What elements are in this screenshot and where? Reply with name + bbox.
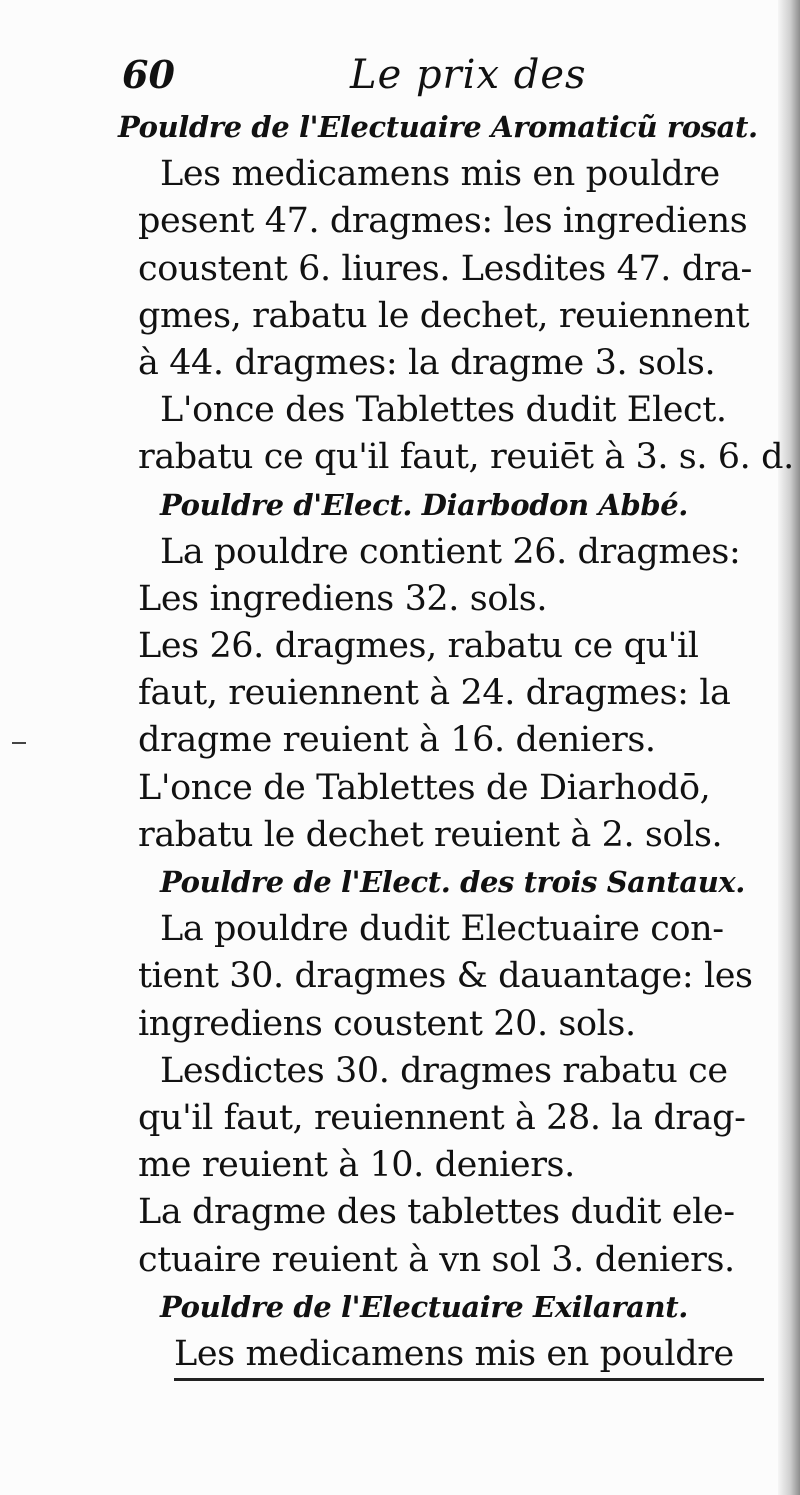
text-line: gmes, rabatu le dechet, reuiennent — [138, 295, 750, 336]
page-number: 60 — [122, 52, 175, 97]
text-line: dragme reuient à 16. deniers. — [138, 720, 656, 761]
text-line: Les medicamens mis en pouldre — [160, 154, 720, 195]
text-line: à 44. dragmes: la dragme 3. sols. — [138, 342, 716, 383]
section-heading: Pouldre de l'Elect. des trois Santaux. — [160, 865, 745, 899]
section-heading: Pouldre de l'Electuaire Aromaticũ rosat. — [118, 110, 758, 144]
text-line: Lesdictes 30. dragmes rabatu ce — [160, 1050, 728, 1091]
text-line: La dragme des tablettes dudit ele- — [138, 1192, 735, 1233]
text-line: Les ingrediens 32. sols. — [138, 578, 548, 619]
text-line: L'once de Tablettes de Diarhodō, — [138, 767, 711, 808]
text-line: qu'il faut, reuiennent à 28. la drag- — [138, 1097, 746, 1138]
text-line: Les 26. dragmes, rabatu ce qu'il — [138, 626, 699, 667]
text-line: pesent 47. dragmes: les ingrediens — [138, 201, 748, 242]
text-line: ingrediens coustent 20. sols. — [138, 1003, 636, 1044]
text-line: La pouldre dudit Electuaire con- — [160, 909, 724, 950]
text-line: Les medicamens mis en pouldre — [174, 1331, 764, 1381]
margin-mark — [12, 742, 26, 744]
page-binding-edge — [778, 0, 800, 1495]
text-line: La pouldre contient 26. dragmes: — [160, 531, 741, 572]
section-heading: Pouldre de l'Electuaire Exilarant. — [160, 1289, 688, 1324]
section-heading: Pouldre d'Elect. Diarbodon Abbé. — [160, 487, 689, 522]
text-line: me reuient à 10. deniers. — [138, 1145, 575, 1186]
text-block — [118, 52, 794, 1381]
text-line: rabatu ce qu'il faut, reuiēt à 3. s. 6. d. — [138, 437, 794, 478]
page-header — [118, 52, 770, 104]
text-line: tient 30. dragmes & dauantage: les — [138, 956, 753, 997]
text-line: faut, reuiennent à 24. dragmes: la — [138, 673, 731, 714]
running-head: Le prix des — [350, 52, 587, 98]
text-line: coustent 6. liures. Lesdites 47. dra- — [138, 248, 752, 289]
text-line: L'once des Tablettes dudit Elect. — [160, 390, 727, 431]
text-line: ctuaire reuient à vn sol 3. deniers. — [138, 1239, 735, 1280]
text-line: rabatu le dechet reuient à 2. sols. — [138, 814, 723, 855]
